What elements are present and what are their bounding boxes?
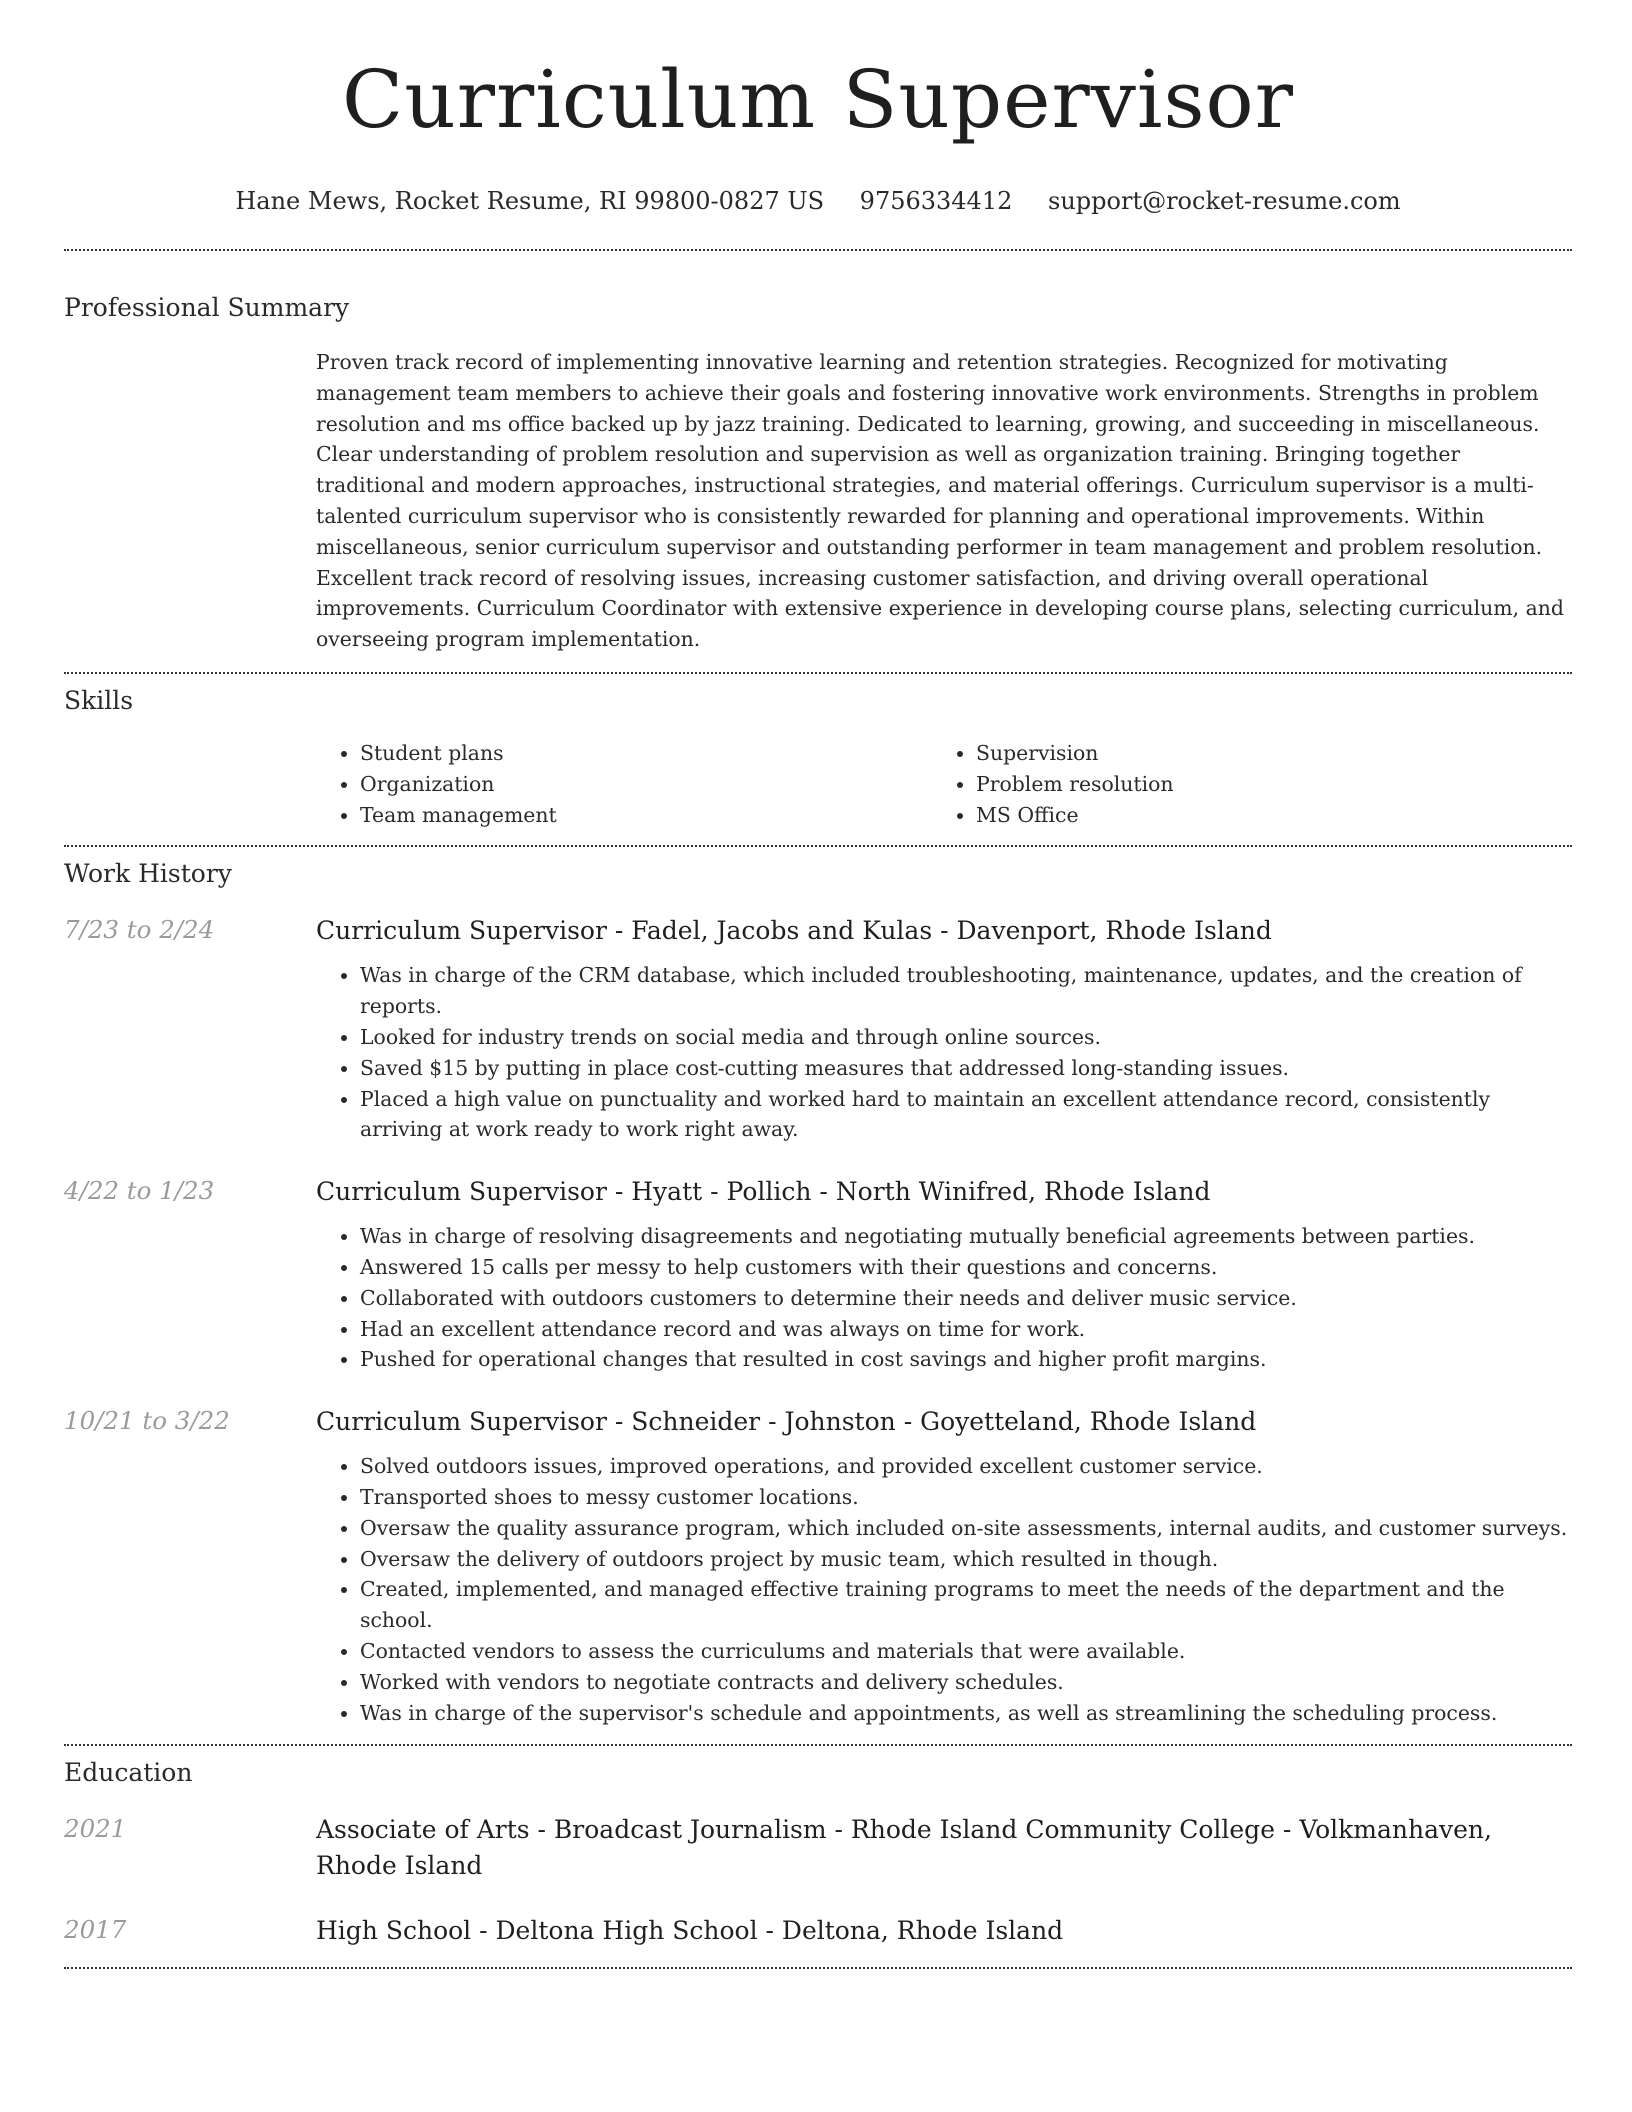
work-title: Work History (64, 859, 232, 889)
work-bullet: • Transported shoes to messy customer locations. (360, 1482, 1572, 1513)
work-bullet: • Answered 15 calls per messy to help customers with their questions and concerns. (360, 1252, 1572, 1283)
work-bullet: • Was in charge of the CRM database, which included troubleshooting, maintenance, updates, and the creation of reports. (360, 960, 1572, 1022)
work-entry-date: 4/22 to 1/23 (64, 1176, 215, 1206)
work-bullet: • Was in charge of the supervisor's schedule and appointments, as well as streamlining the scheduling process. (360, 1698, 1572, 1729)
education-entry (64, 1812, 1572, 1884)
divider (64, 845, 1572, 847)
work-bullet: • Solved outdoors issues, improved operations, and provided excellent customer service. (360, 1451, 1572, 1482)
divider (64, 672, 1572, 674)
work-entry (64, 1404, 1572, 1728)
divider (64, 1967, 1572, 1969)
work-entry (64, 1174, 1572, 1375)
work-entry-heading: Curriculum Supervisor - Schneider - Johnston - Goyetteland, Rhode Island (316, 1407, 1257, 1437)
contact-phone: 9756334412 (859, 187, 1013, 215)
contact-email: support@rocket-resume.com (1048, 187, 1401, 215)
work-bullet: • Created, implemented, and managed effective training programs to meet the needs of the department and the school. (360, 1574, 1572, 1636)
skills-list (316, 738, 1572, 830)
work-entry-heading: Curriculum Supervisor - Fadel, Jacobs and Kulas - Davenport, Rhode Island (316, 916, 1272, 946)
skill-item: • Supervision (976, 738, 1548, 769)
work-bullet: • Had an excellent attendance record and was always on time for work. (360, 1314, 1572, 1345)
skills-title: Skills (64, 685, 134, 715)
work-bullet: • Oversaw the quality assurance program, which included on-site assessments, internal audits, and customer surveys. (360, 1513, 1572, 1544)
resume-name: Curriculum Supervisor (342, 53, 1294, 146)
divider (64, 1744, 1572, 1746)
work-bullet: • Saved $15 by putting in place cost-cutting measures that addressed long-standing issues. (360, 1053, 1572, 1084)
skill-item: • Student plans (360, 738, 932, 769)
divider (64, 249, 1572, 251)
contact-line (64, 186, 1572, 216)
work-bullet: • Worked with vendors to negotiate contracts and delivery schedules. (360, 1667, 1572, 1698)
summary-text: Proven track record of implementing innovative learning and retention strategies. Recognized for motivating management team members to achieve their goals and fostering innovative work environments. Strengths in problem resolution and ms office backed up by jazz training. Dedicated to learning, growing, and succeeding in miscellaneous. Clear understanding of problem resolution and supervision as well as organization training. Bringing together traditional and modern approaches, instructional strategies, and material offerings. Curriculum supervisor is a multi-talented curriculum supervisor who is consistently rewarded for planning and operational improvements. Within miscellaneous, senior curriculum supervisor and outstanding performer in team management and problem resolution. Excellent track record of resolving issues, increasing customer satisfaction, and driving overall operational improvements. Curriculum Coordinator with extensive experience in developing course plans, selecting curriculum, and overseeing program implementation. (316, 350, 1564, 652)
skill-item: • Team management (360, 800, 932, 831)
work-bullet: • Pushed for operational changes that resulted in cost savings and higher profit margins. (360, 1344, 1572, 1375)
education-entry-date: 2021 (64, 1814, 127, 1844)
skill-item: • MS Office (976, 800, 1548, 831)
education-entry-heading: Associate of Arts - Broadcast Journalism - Rhode Island Community College - Volkmanhaven, Rhode Island (316, 1815, 1492, 1881)
education-entry (64, 1913, 1572, 1949)
skills-column-right (932, 738, 1548, 830)
work-entry (64, 913, 1572, 1145)
skills-column-left (316, 738, 932, 830)
work-bullet: • Was in charge of resolving disagreements and negotiating mutually beneficial agreements between parties. (360, 1221, 1572, 1252)
summary-title: Professional Summary (64, 293, 350, 322)
work-bullet: • Collaborated with outdoors customers to determine their needs and deliver music service. (360, 1283, 1572, 1314)
skill-item: • Organization (360, 769, 932, 800)
education-entry-heading: High School - Deltona High School - Deltona, Rhode Island (316, 1916, 1064, 1946)
work-bullet: • Placed a high value on punctuality and worked hard to maintain an excellent attendance record, consistently arriving at work ready to work right away. (360, 1084, 1572, 1146)
work-entry-heading: Curriculum Supervisor - Hyatt - Pollich - North Winifred, Rhode Island (316, 1177, 1211, 1207)
work-entry-date: 7/23 to 2/24 (64, 915, 215, 945)
skill-item: • Problem resolution (976, 769, 1548, 800)
contact-address: Hane Mews, Rocket Resume, RI 99800-0827 US (235, 187, 825, 215)
work-entry-date: 10/21 to 3/22 (64, 1406, 230, 1436)
work-bullet: • Looked for industry trends on social media and through online sources. (360, 1022, 1572, 1053)
resume-page (64, 0, 1572, 1969)
education-title: Education (64, 1758, 193, 1788)
education-entry-date: 2017 (64, 1915, 127, 1945)
work-bullet: • Contacted vendors to assess the curriculums and materials that were available. (360, 1636, 1572, 1667)
work-bullet: • Oversaw the delivery of outdoors project by music team, which resulted in though. (360, 1544, 1572, 1575)
